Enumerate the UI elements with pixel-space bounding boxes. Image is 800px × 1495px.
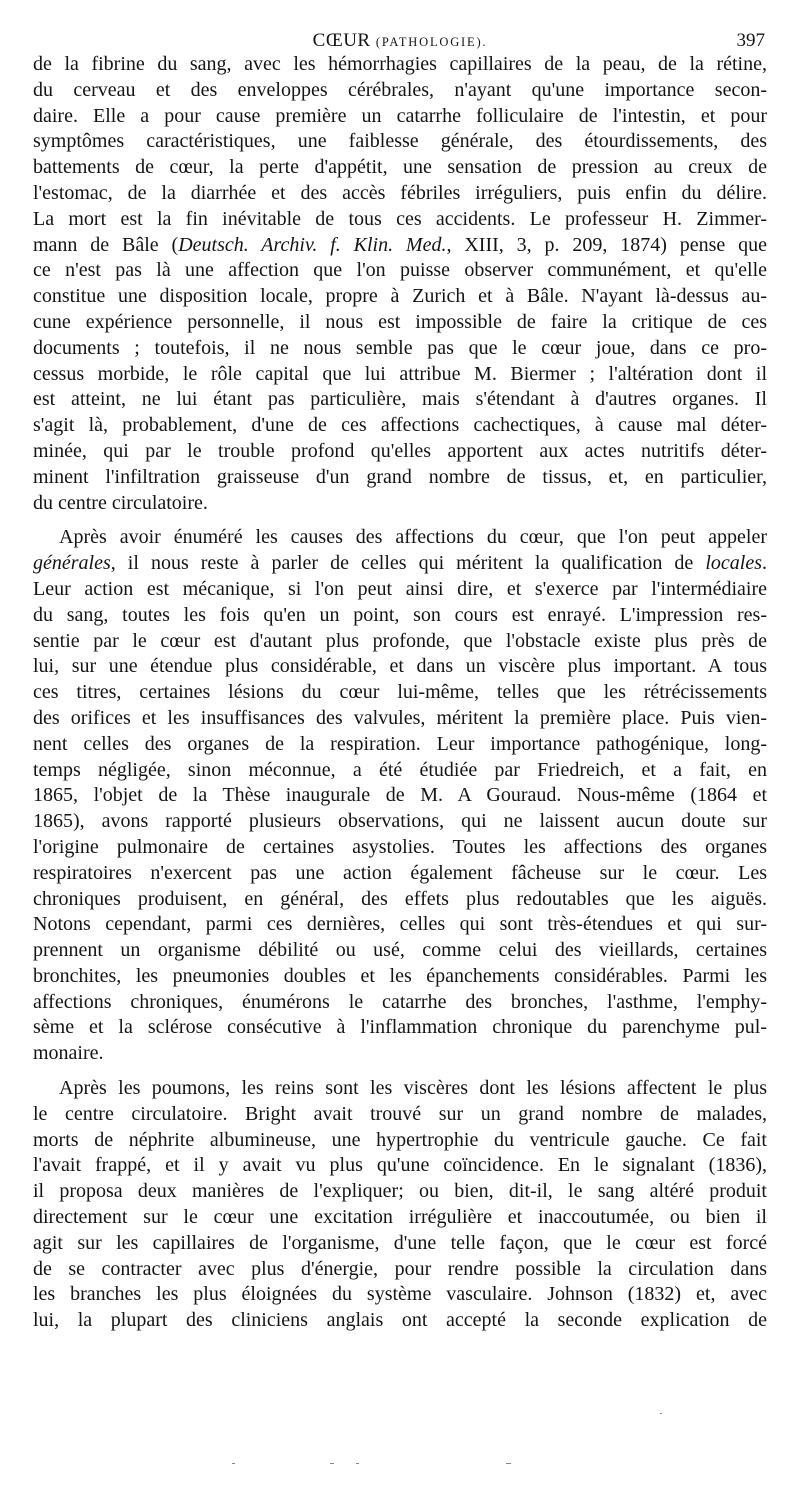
- text-line: mann de Bâle (Deutsch. Archiv. f. Klin. Med., XIII, 3, p. 209, 1874) pense que: [33, 233, 768, 256]
- text-line: battements de cœur, la perte d'appétit, une sensation de pression au creux de: [33, 156, 767, 179]
- text-line: ces titres, certaines lésions du cœur lui-même, telles que les rétrécissements: [33, 681, 767, 704]
- text-line: daire. Elle a pour cause première un catarrhe folliculaire de l'intestin, et pour: [33, 104, 767, 127]
- text-line: 1865), avons rapporté plusieurs observations, qui ne laissent aucun doute sur: [33, 810, 767, 833]
- text-line: La mort est la fin inévitable de tous ces accidents. Le professeur H. Zimmer-: [33, 207, 767, 230]
- text-line: Après avoir énuméré les causes des affections du cœur, que l'on peut appeler: [59, 526, 767, 549]
- running-head: [33, 0, 767, 52]
- text-line: monaire.: [33, 1042, 104, 1065]
- text-line: temps négligée, sinon méconnue, a été étudiée par Friedreich, et a fait, en: [33, 758, 767, 781]
- text-line: directement sur le cœur une excitation irrégulière et inaccoutumée, ou bien il: [33, 1206, 767, 1229]
- text-line: 1865, l'objet de la Thèse inaugurale de M. A Gouraud. Nous-même (1864 et: [33, 784, 767, 807]
- text-line: cune expérience personnelle, il nous est impossible de faire la critique de ces: [33, 310, 767, 333]
- text-line: affections chroniques, énumérons le catarrhe des bronches, l'asthme, l'emphy-: [33, 990, 767, 1013]
- text-line: Leur action est mécanique, si l'on peut ainsi dire, et s'exerce par l'intermédiaire: [33, 577, 767, 600]
- text-line: l'origine pulmonaire de certaines asystolies. Toutes les affections des organes: [33, 835, 767, 858]
- page: [33, 0, 767, 1334]
- text-line: il proposa deux manières de l'expliquer; ou bien, dit-il, le sang altéré produit: [33, 1180, 767, 1203]
- text-line: minée, qui par le trouble profond qu'elles apportent aux actes nutritifs déter-: [33, 439, 767, 462]
- page-bottom-marks: [0, 1455, 800, 1475]
- text-line: constitue une disposition locale, propre à Zurich et à Bâle. N'ayant là-dessus au-: [33, 285, 767, 308]
- text-line: lui, sur une étendue plus considérable, et dans un viscère plus important. A tous: [33, 655, 767, 678]
- text-line: ce n'est pas là une affection que l'on puisse observer communément, et qu'elle: [33, 259, 767, 282]
- text-line: le centre circulatoire. Bright avait trouvé sur un grand nombre de malades,: [33, 1102, 767, 1125]
- text-line: est atteint, ne lui étant pas particulière, mais s'étendant à d'autres organes. Il: [33, 388, 767, 411]
- text-line: morts de néphrite albumineuse, une hypertrophie du ventricule gauche. Ce fait: [33, 1128, 767, 1151]
- text-line: de la fibrine du sang, avec les hémorrhagies capillaires de la peau, de la rétine,: [33, 53, 767, 75]
- text-line: sème et la sclérose consécutive à l'inflammation chronique du parenchyme pul-: [33, 1016, 767, 1039]
- text-line: chroniques produisent, en général, des effets plus redoutables que les aiguës.: [33, 887, 767, 910]
- paragraph: [33, 525, 767, 1067]
- text-line: Après les poumons, les reins sont les viscères dont les lésions affectent le plus: [59, 1077, 767, 1100]
- text-line: lui, la plupart des cliniciens anglais ont accepté la seconde explication de: [33, 1309, 767, 1332]
- text-line: générales, il nous reste à parler de celles qui méritent la qualification de locales.: [33, 552, 767, 575]
- text-line: de se contracter avec plus d'énergie, pour rendre possible la circulation dans: [33, 1257, 767, 1280]
- running-title-main: CŒUR: [312, 30, 371, 51]
- text-line: cessus morbide, le rôle capital que lui attribue M. Biermer ; l'altération dont il: [33, 362, 767, 385]
- text-line: nent celles des organes de la respiration. Leur importance pathogénique, long-: [33, 732, 767, 755]
- paragraph: [33, 52, 767, 516]
- text-line: documents ; toutefois, il ne nous semble pas que le cœur joue, dans ce pro-: [33, 336, 767, 359]
- text-line: l'estomac, de la diarrhée et des accès fébriles irréguliers, puis enfin du délire.: [33, 181, 767, 204]
- text-line: sentie par le cœur est d'autant plus profonde, que l'obstacle existe plus près de: [33, 629, 767, 652]
- paragraph: [33, 1076, 767, 1334]
- text-line: Notons cependant, parmi ces dernières, celles qui sont très-étendues et qui sur-: [33, 913, 767, 936]
- text-line: symptômes caractéristiques, une faiblesse générale, des étourdissements, des: [33, 130, 767, 153]
- text-line: prennent un organisme débilité ou usé, comme celui des vieillards, certaines: [33, 939, 767, 962]
- text-line: les branches les plus éloignées du système vasculaire. Johnson (1832) et, avec: [33, 1283, 767, 1306]
- text-line: bronchites, les pneumonies doubles et les épanchements considérables. Parmi les: [33, 964, 767, 987]
- text-line: s'agit là, probablement, d'une de ces affections cachectiques, à cause mal déter-: [33, 414, 767, 437]
- text-line: des orifices et les insuffisances des valvules, méritent la première place. Puis vien-: [33, 706, 767, 729]
- running-title-sub: (PATHOLOGIE).: [375, 35, 488, 49]
- body-text: [33, 52, 767, 1334]
- running-title: [33, 30, 767, 52]
- text-line: minent l'infiltration graisseuse d'un grand nombre de tissus, et, en particulier,: [33, 465, 767, 488]
- text-line: agit sur les capillaires de l'organisme, d'une telle façon, que le cœur est forcé: [33, 1231, 767, 1254]
- page-number: 397: [736, 30, 765, 51]
- text-line: l'avait frappé, et il y avait vu plus qu'une coïncidence. En le signalant (1836),: [33, 1154, 767, 1177]
- text-line: du centre circulatoire.: [33, 491, 208, 514]
- text-line: respiratoires n'exercent pas une action également fâcheuse sur le cœur. Les: [33, 861, 767, 884]
- text-line: du sang, toutes les fois qu'en un point, son cours est enrayé. L'impression res-: [33, 603, 767, 626]
- text-line: du cerveau et des enveloppes cérébrales, n'ayant qu'une importance secon-: [33, 78, 767, 101]
